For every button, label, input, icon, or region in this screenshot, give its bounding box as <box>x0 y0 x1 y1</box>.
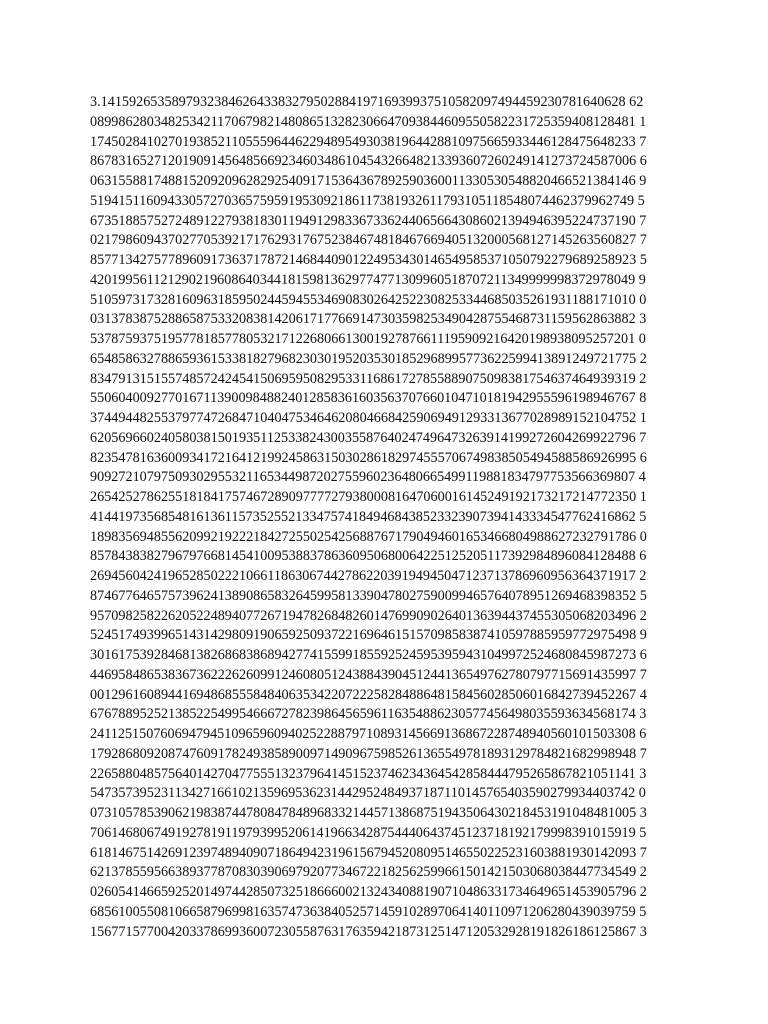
text-line: 02605414665925201497442850732518666002132434088190710486331734649651453905796 2 <box>90 884 647 900</box>
text-line: 08998628034825342117067982148086513282306647093844609550582231725359408128481 1 <box>90 113 647 130</box>
text-line: 67351885752724891227938183011949129833673362440656643086021394946395224737190 7 <box>90 212 647 229</box>
text-line: 85771342757789609173637178721468440901224953430146549585371050792279689258923 5 <box>90 252 647 268</box>
text-line: 61814675142691239748940907186494231961567945208095146550225231603881930142093 7 <box>90 844 647 861</box>
text-line: 70614680674919278191197939952061419663428754440643745123718192179998391015919 5 <box>90 824 647 841</box>
text-line: 24112515076069479451096596094025228879710893145669136867228748940560101503308 6 <box>90 726 647 742</box>
text-line: 85784383827967976681454100953883786360950680064225125205117392984896084128488 6 <box>90 548 647 565</box>
text-line: 67678895252138522549954666727823986456596116354886230577456498035593634568174 3 <box>90 706 647 723</box>
text-line: 42019956112129021960864034418159813629774771309960518707211349999998372978049 9 <box>90 271 646 288</box>
text-line: 22658804857564014270477555132379641451523746234364542858444795265867821051141 3 <box>90 765 647 782</box>
text-line: 00129616089441694868555848406353422072225828488648158456028506016842739452267 4 <box>90 686 647 703</box>
text-line: 02179860943702770539217176293176752384674818467669405132000568127145263560827 7 <box>90 232 647 249</box>
text-line: 83479131515574857242454150695950829533116861727855889075098381754637464939319 2 <box>90 370 647 387</box>
text-line: 55060400927701671139009848824012858361603563707660104710181942955596198946767 8 <box>90 390 647 407</box>
text-line: 44695848653836736222626099124608051243884390451244136549762780797715691435997 7 <box>90 666 647 683</box>
text-line: 51941511609433057270365759591953092186117381932611793105118548074462379962749 5 <box>90 192 645 209</box>
text-line: 62137855956638937787083039069792077346722182562599661501421503068038447734549 2 <box>90 864 647 881</box>
text-line: 15677157700420337869936007230558763176359421873125147120532928191826186125867 3 <box>90 923 647 940</box>
text-line: 90927210797509302955321165344987202755960236480665499119881834797753566369807 4 <box>90 469 646 486</box>
text-line: 95709825822620522489407726719478268482601476990902640136394437455305068203496 2 <box>90 607 647 624</box>
text-line: 87467764657573962413890865832645995813390478027590099465764078951269468398352 5 <box>90 587 647 604</box>
text-line: 65485863278865936153381827968230301952035301852968995773622599413891249721775 2 <box>90 350 647 367</box>
text-line: 41441973568548161361157352552133475741849468438523323907394143334547762416862 5 <box>90 508 647 525</box>
pi-digits-text <box>90 93 690 942</box>
text-line: 26945604241965285022210661186306744278622039194945047123713786960956364371917 2 <box>90 568 647 584</box>
text-line: 03137838752886587533208381420617177669147303598253490428755468731159562863882 3 <box>90 311 647 328</box>
text-line: 68561005508106658796998163574736384052571459102897064140110971206280439039759 5 <box>90 903 647 920</box>
text-line: 06315588174881520920962829254091715364367892590360011330530548820466521384146 9 <box>90 173 647 189</box>
text-line: 07310578539062198387447808478489683321445713868751943506430218453191048481005 3 <box>90 805 647 821</box>
text-line: 82354781636009341721641219924586315030286182974555706749838505494588586926995 6 <box>90 449 647 466</box>
text-line: 86783165271201909145648566923460348610454326648213393607260249141273724587006 6 <box>90 153 647 170</box>
text-line: 53787593751957781857780532171226806613001927876611195909216420198938095257201 0 <box>90 331 646 347</box>
text-line: 26542527862551818417574672890977772793800081647060016145249192173217214772350 1 <box>90 489 647 505</box>
text-line: 18983569485562099219222184272550254256887671790494601653466804988627232791786 0 <box>90 528 647 545</box>
text-line: 17928680920874760917824938589009714909675985261365549781893129784821682998948 7 <box>90 745 647 762</box>
text-line: 51059731732816096318595024459455346908302642522308253344685035261931188171010 0 <box>90 291 647 308</box>
text-line: 52451749399651431429809190659250937221696461515709858387410597885959772975498 9 <box>90 627 647 644</box>
text-line: 17450284102701938521105559644622948954930381964428810975665933446128475648233 7 <box>90 133 647 150</box>
text-line: 30161753928468138268683868942774155991855925245953959431049972524680845987273 6 <box>90 647 647 663</box>
text-line: 37449448255379774726847104047534646208046684259069491293313677028989152104752 1 <box>90 410 647 426</box>
text-line: 62056966024058038150193511253382430035587640247496473263914199272604269922796 7 <box>90 429 647 446</box>
text-line: 3.14159265358979323846264338327950288419716939937510582097494459230781640628 62 <box>90 94 644 110</box>
text-line: 54735739523113427166102135969536231442952484937187110145765403590279934403742 0 <box>90 785 646 802</box>
